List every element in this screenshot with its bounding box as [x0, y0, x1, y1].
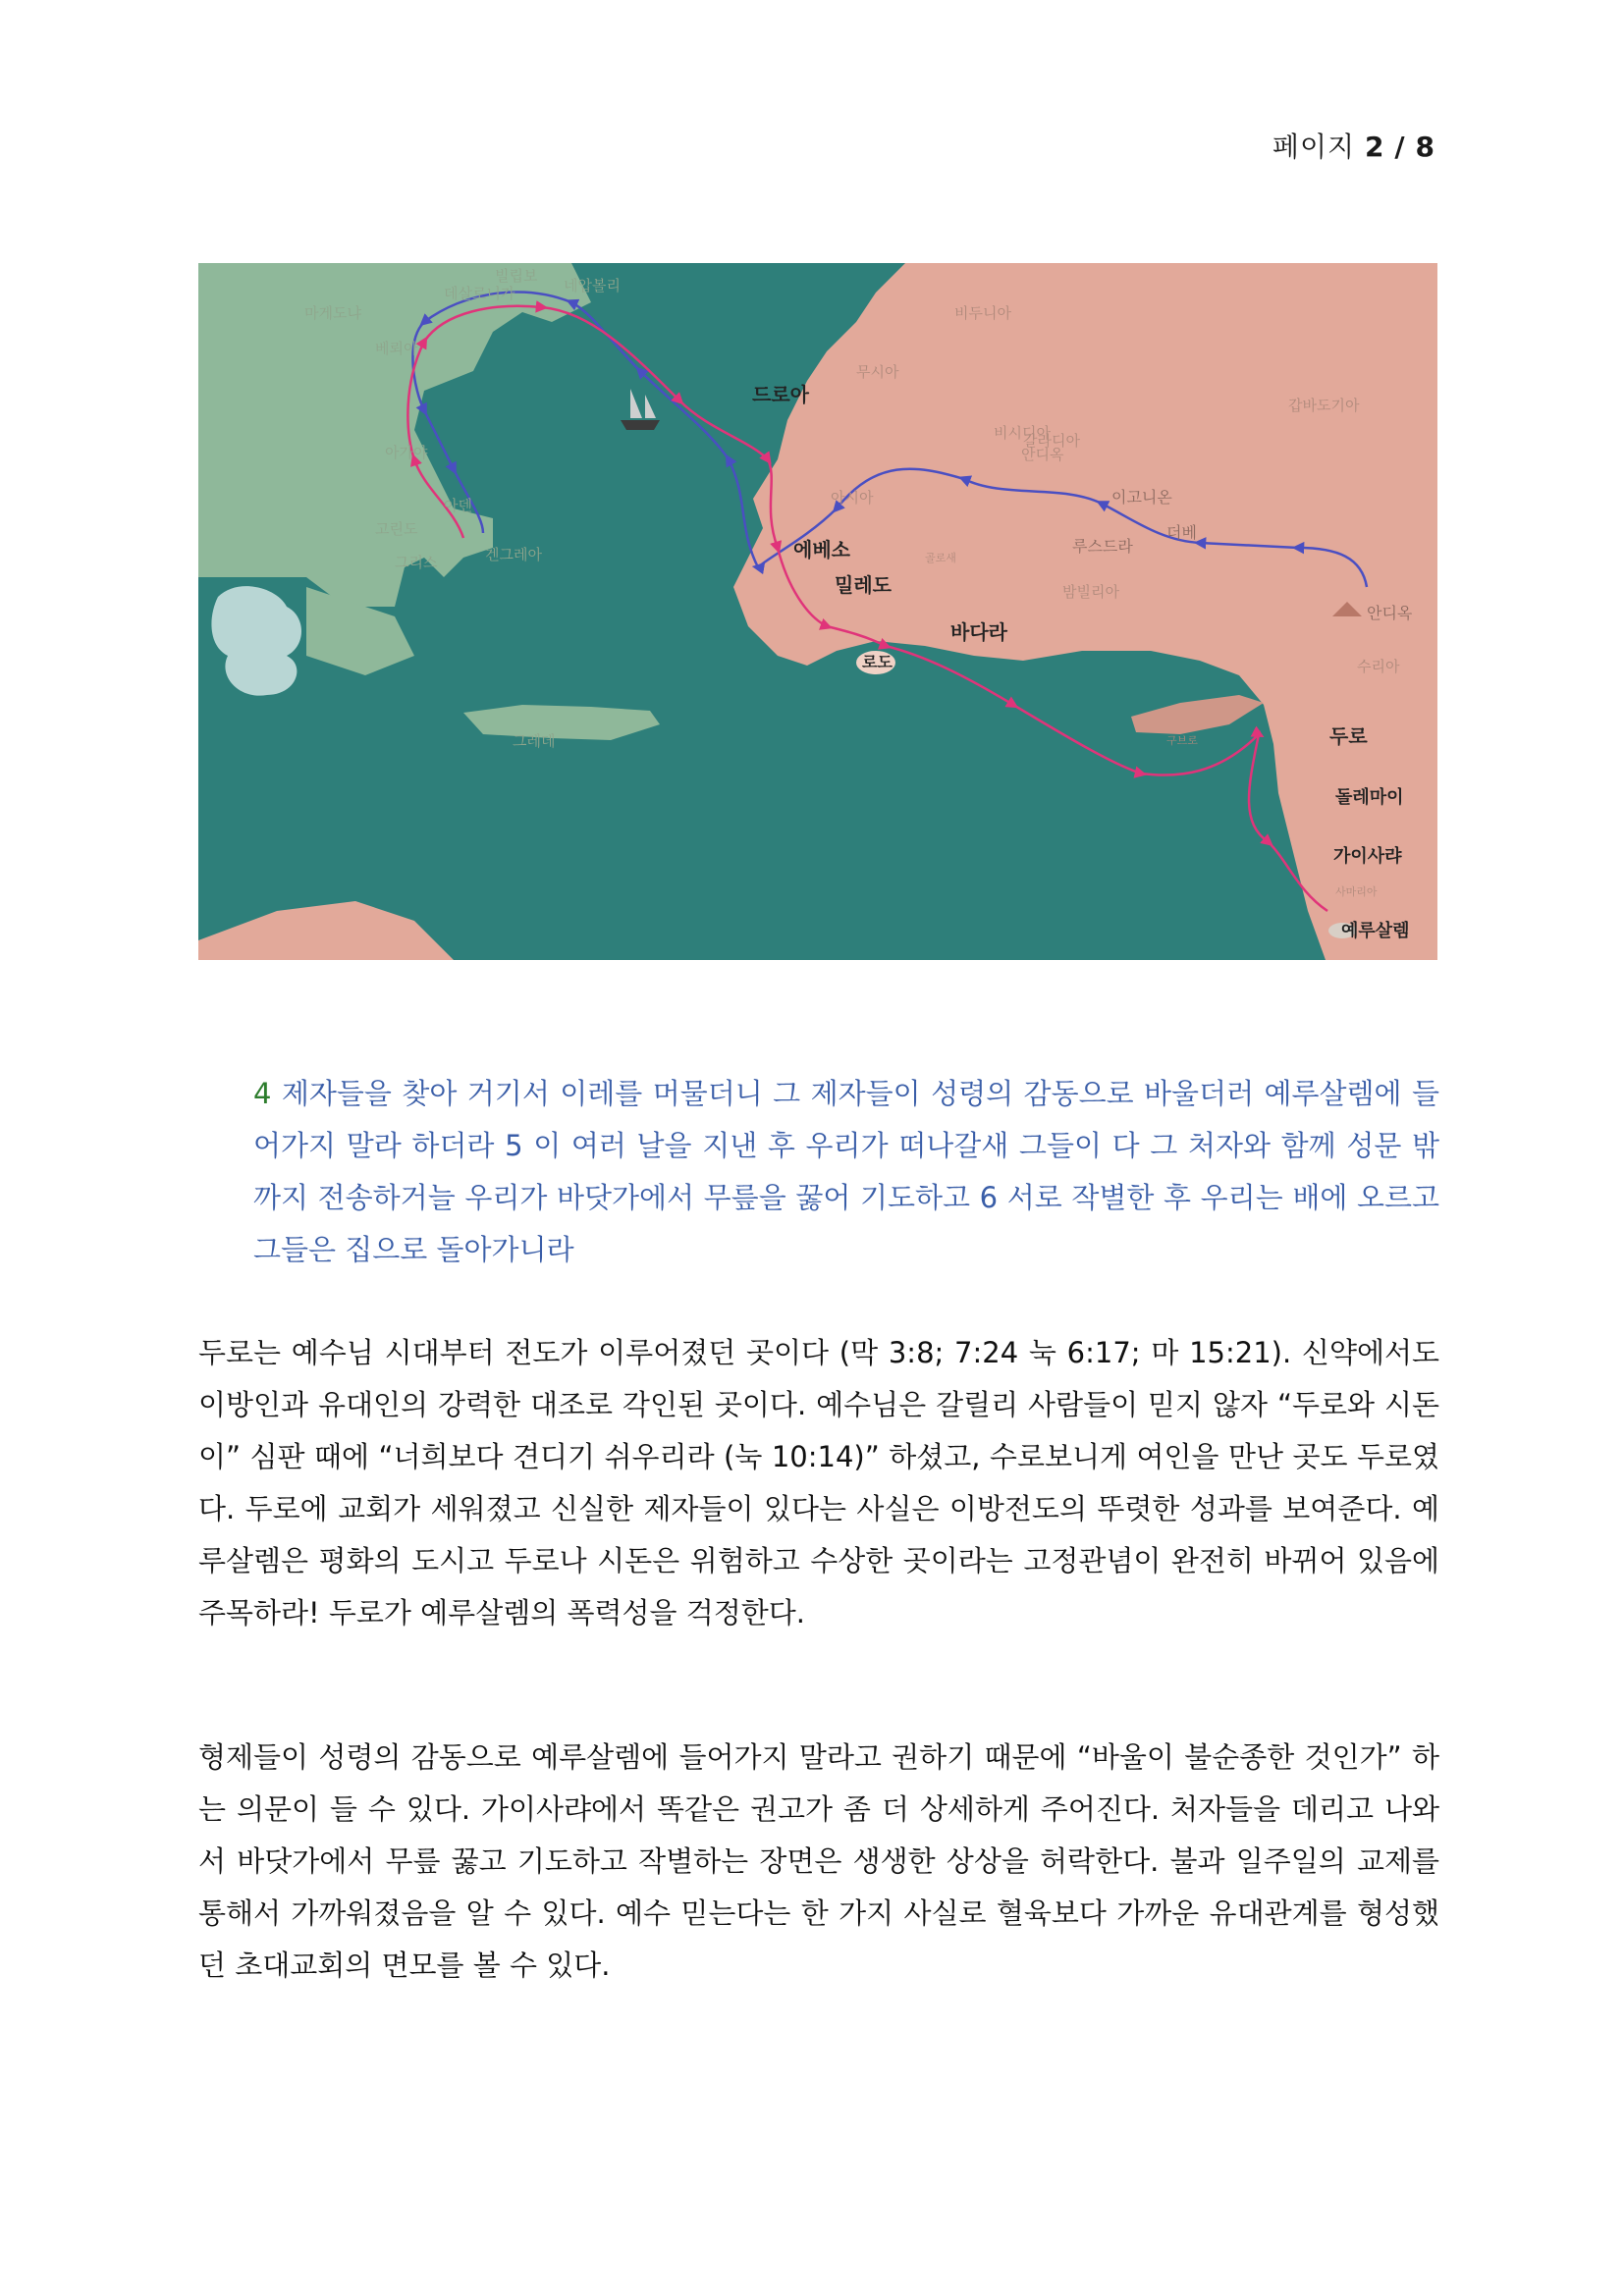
verse-text-4: 제자들을 찾아 거기서 이레를 머물더니 그 제자들이 성령의 감동으로 바울더러 예루살렘에 들어가지 말라 하더라: [253, 1077, 1440, 1162]
commentary-paragraph: 형제들이 성령의 감동으로 예루살렘에 들어가지 말라고 권하기 때문에 “바울이 불순종한 것인가” 하는 의문이 들 수 있다. 가이사랴에서 똑같은 권고가 좀 더 상세하게 주어진다. 처자들을 데리고 나와서 바닷가에서 무릎 꿇고 기도하고 작별하는 장면은 생생한 상상을 허락한다. 불과 일주일의 교제를 통해서 가까워졌음을 알 수 있다. 예수 믿는다는 한 가지 사실로 혈육보다 가까운 유대관계를 형성했던 초대교회의 면모를 볼 수 있다.: [198, 1740, 1439, 1982]
label-mysia: 무시아: [856, 363, 899, 381]
label-macedonia: 마게도냐: [304, 304, 361, 322]
label-neapolis: 네압볼리: [564, 277, 621, 294]
label-troas: 드로아: [752, 383, 809, 406]
verse-text-6: 서로 작별한 후 우리는 배에 오르고 그들은 집으로 돌아가니라: [253, 1181, 1440, 1266]
page-label: 페이지: [1272, 131, 1356, 163]
journey-map: [198, 263, 1437, 960]
label-thessalonica: 데살로니가: [444, 285, 515, 302]
verse-number-4: 4: [253, 1077, 272, 1110]
label-pamphylia: 밤빌리아: [1062, 583, 1119, 601]
label-crete: 그레데: [513, 732, 556, 750]
label-philippi: 빌립보: [495, 267, 538, 285]
label-ephesus: 에베소: [793, 538, 850, 561]
label-iconium: 이고니온: [1111, 488, 1172, 507]
label-patara: 바다라: [950, 620, 1007, 644]
label-jerusalem: 예루살렘: [1341, 921, 1410, 941]
verse-text-5: 이 여러 날을 지낸 후 우리가 떠나갈새 그들이 다 그 처자와 함께 성문 밖까지 전송하거늘 우리가 바닷가에서 무릎을 꿇어 기도하고: [253, 1129, 1440, 1214]
label-derbe: 더베: [1166, 523, 1197, 542]
label-cappadocia: 갑바도기아: [1288, 397, 1360, 414]
label-lystra: 루스드라: [1072, 537, 1133, 556]
commentary-paragraph: 두로는 예수님 시대부터 전도가 이루어졌던 곳이다 (막 3:8; 7:24 눅 6:17; 마 15:21). 신약에서도 이방인과 유대인의 강력한 대조로 각인된 곳이다. 예수님은 갈릴리 사람들이 믿지 않자 “두로와 시돈이” 심판 때에 “너희보다 견디기 쉬우리라 (눅 10:14)” 하셨고, 수로보니게 여인을 만난 곳도 두로였다. 두로에 교회가 세워졌고 신실한 제자들이 있다는 사실은 이방전도의 뚜렷한 성과를 보여준다. 예루살렘은 평화의 도시고 두로나 시돈은 위험하고 수상한 곳이라는 고정관념이 완전히 바뀌어 있음에 주목하라! 두로가 예루살렘의 폭력성을 걱정한다.: [198, 1336, 1439, 1629]
label-galatia: 갈라디아: [1023, 432, 1080, 450]
map-graphic: [198, 263, 1437, 960]
label-syria: 수리아: [1357, 658, 1400, 675]
label-colossae: 골로새: [925, 552, 956, 564]
label-pisidian-antioch: 안디옥: [1021, 446, 1064, 463]
label-samaria: 사마리아: [1335, 885, 1378, 898]
label-rhodes: 로도: [862, 653, 893, 671]
label-caesarea: 가이사랴: [1333, 846, 1402, 867]
label-bithynia: 비두니아: [954, 304, 1011, 322]
label-tyre: 두로: [1329, 724, 1368, 748]
label-cyprus: 구브로: [1166, 734, 1198, 747]
scripture-passage: [253, 1068, 1439, 1276]
label-corinth: 고린도: [375, 520, 418, 538]
verse-number-5: 5: [505, 1129, 523, 1162]
label-ptolemais: 돌레마이: [1335, 787, 1404, 808]
label-achaia: 아가야: [385, 444, 428, 461]
label-cenchreae: 겐그레아: [485, 546, 542, 563]
page-total: 8: [1415, 131, 1435, 163]
label-antioch: 안디옥: [1367, 604, 1413, 622]
label-athens: 아덴: [444, 497, 472, 514]
page-current: 2: [1364, 131, 1385, 163]
label-berea: 베뢰아: [375, 340, 418, 357]
label-pisidia: 비시디아: [994, 424, 1051, 442]
verse-number-6: 6: [979, 1181, 999, 1214]
label-greece: 그리스: [395, 554, 438, 571]
page-number: [1272, 126, 1435, 165]
label-miletus: 밀레도: [835, 573, 892, 597]
page-separator: /: [1394, 131, 1406, 163]
label-asia: 아시아: [831, 489, 874, 507]
